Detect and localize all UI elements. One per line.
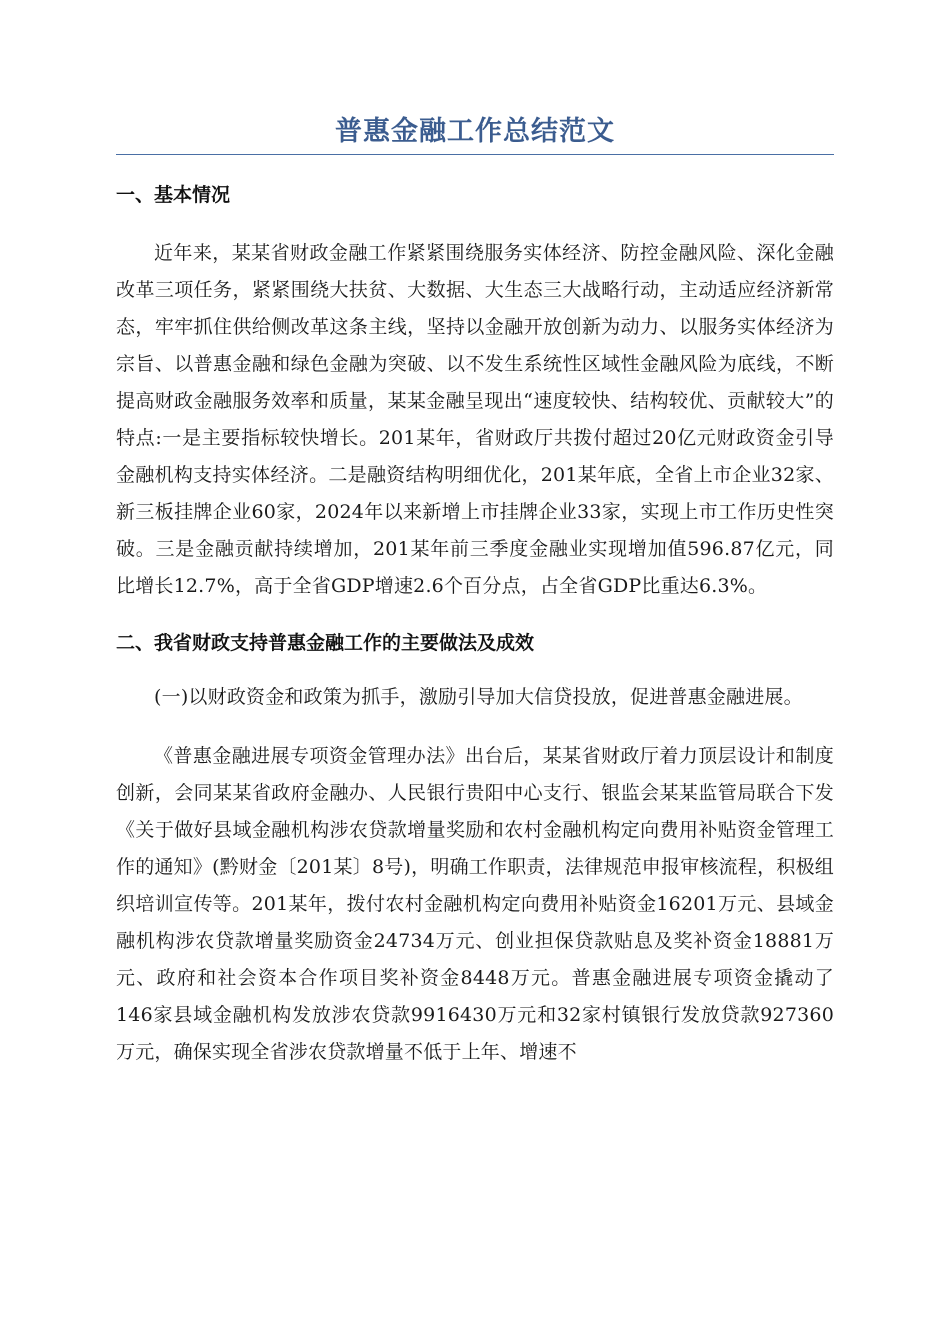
document-title: 普惠金融工作总结范文 bbox=[335, 116, 615, 147]
document-page bbox=[116, 110, 834, 1071]
section-heading-basic-situation: 一、基本情况 bbox=[116, 184, 231, 206]
paragraph-basic-situation: 近年来，某某省财政金融工作紧紧围绕服务实体经济、防控金融风险、深化金融改革三项任务，紧紧围绕大扶贫、大数据、大生态三大战略行动，主动适应经济新常态，牢牢抓住供给侧改革这条主线，坚持以金融开放创新为动力、以服务实体经济为宗旨、以普惠金融和绿色金融为突破、以不发生系统性区域性金融风险为底线，不断提高财政金融服务效率和质量，某某金融呈现出“速度较快、结构较优、贡献较大”的特点:一是主要指标较快增长。201某年，省财政厅共拨付超过20亿元财政资金引导金融机构支持实体经济。二是融资结构明细优化，201某年底，全省上市企业32家、新三板挂牌企业60家，2024年以来新增上市挂牌企业33家，实现上市工作历史性突破。三是金融贡献持续增加，201某年前三季度金融业实现增加值596.87亿元，同比增长12.7%，高于全省GDP增速2.6个百分点，占全省GDP比重达6.3%。 bbox=[116, 242, 834, 597]
section-heading-main-practices: 二、我省财政支持普惠金融工作的主要做法及成效 bbox=[116, 632, 535, 654]
title-divider bbox=[116, 154, 834, 155]
subheading-paragraph-fiscal-incentives: (一)以财政资金和政策为抓手，激励引导加大信贷投放，促进普惠金融进展。 bbox=[154, 686, 803, 708]
paragraph-special-fund-management: 《普惠金融进展专项资金管理办法》出台后，某某省财政厅着力顶层设计和制度创新，会同某某省政府金融办、人民银行贵阳中心支行、银监会某某监管局联合下发《关于做好县域金融机构涉农贷款增量奖励和农村金融机构定向费用补贴资金管理工作的通知》(黔财金〔201某〕8号)，明确工作职责，法律规范申报审核流程，积极组织培训宣传等。201某年，拨付农村金融机构定向费用补贴资金16201万元、县域金融机构涉农贷款增量奖励资金24734万元、创业担保贷款贴息及奖补资金18881万元、政府和社会资本合作项目奖补资金8448万元。普惠金融进展专项资金撬动了146家县域金融机构发放涉农贷款9916430万元和32家村镇银行发放贷款927360万元，确保实现全省涉农贷款增量不低于上年、增速不 bbox=[116, 745, 834, 1063]
